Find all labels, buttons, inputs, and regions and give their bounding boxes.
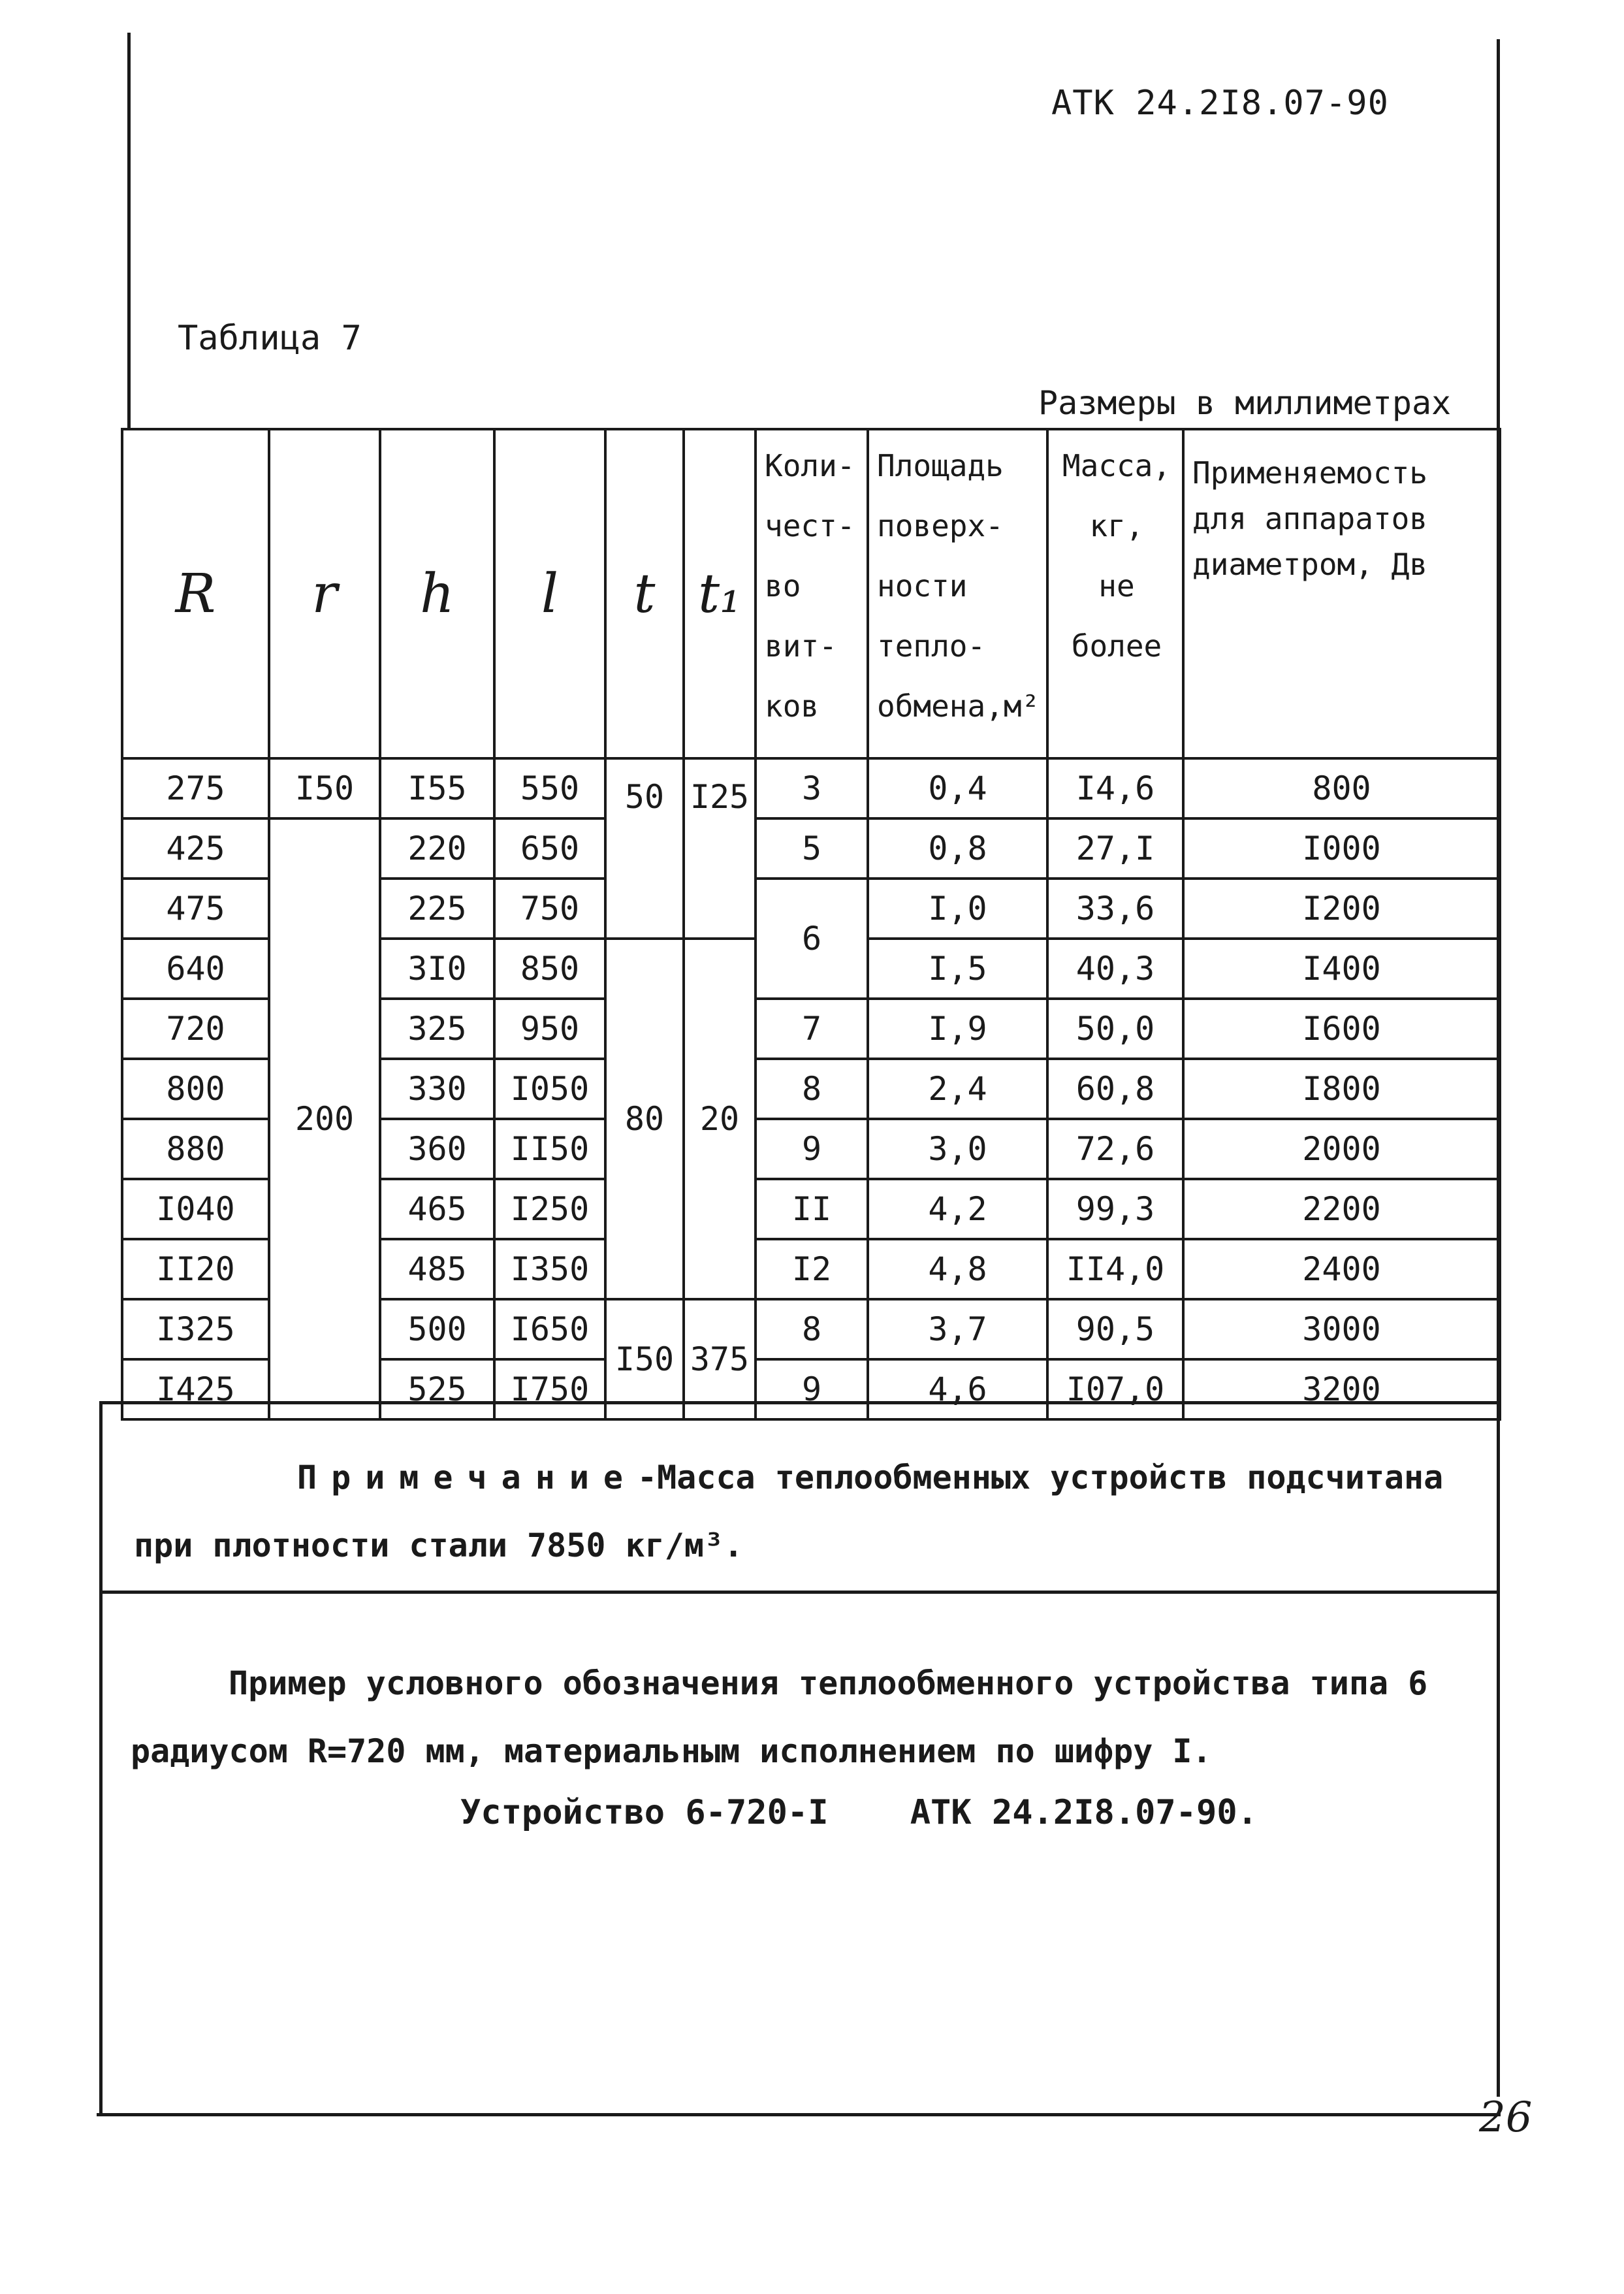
cell-turns: II (756, 1179, 868, 1239)
cell-R: 880 (122, 1119, 269, 1179)
table-header-row (122, 429, 1500, 758)
cell-area: I,5 (868, 939, 1047, 999)
cell-area: 4,8 (868, 1239, 1047, 1299)
cell-area: 0,4 (868, 758, 1047, 818)
cell-h: 220 (380, 818, 494, 879)
cell-r: I50 (269, 758, 380, 818)
cell-turns: 7 (756, 999, 868, 1059)
col-header-r: r (269, 429, 380, 758)
cell-area: 0,8 (868, 818, 1047, 879)
note-text: -Масса теплообменных устройств подсчитана при плотности стали 7850 кг/м³. (134, 1459, 1444, 1564)
cell-R: 800 (122, 1059, 269, 1119)
cell-h: 225 (380, 879, 494, 939)
frame-bottom-line (97, 2113, 1501, 2116)
cell-R: II20 (122, 1239, 269, 1299)
cell-R: I425 (122, 1359, 269, 1419)
cell-turns: 5 (756, 818, 868, 879)
cell-l: 950 (494, 999, 605, 1059)
frame-left-line (127, 33, 131, 428)
cell-l: I250 (494, 1179, 605, 1239)
example-paragraph: Пример условного обозначения теплообменного устройства типа 6 радиусом R=720 мм, материальным исполнением по шифру I. (131, 1664, 1428, 1770)
col-header-l: l (494, 429, 605, 758)
page-number: 26 (1479, 2093, 1533, 2142)
cell-t: I50 (605, 1299, 684, 1419)
cell-mass: 50,0 (1047, 999, 1183, 1059)
cell-mass: 40,3 (1047, 939, 1183, 999)
cell-turns: 9 (756, 1119, 868, 1179)
cell-t: 50 (605, 758, 684, 939)
cell-dv: I600 (1183, 999, 1500, 1059)
cell-R: I040 (122, 1179, 269, 1239)
cell-turns: I2 (756, 1239, 868, 1299)
dimensions-table (121, 428, 1501, 1421)
cell-h: 465 (380, 1179, 494, 1239)
cell-h: 485 (380, 1239, 494, 1299)
cell-dv: 3000 (1183, 1299, 1500, 1359)
cell-area: 4,2 (868, 1179, 1047, 1239)
cell-R: 275 (122, 758, 269, 818)
cell-dv: 2200 (1183, 1179, 1500, 1239)
cell-turns: 6 (756, 879, 868, 999)
cell-turns: 3 (756, 758, 868, 818)
col-header-t: t (605, 429, 684, 758)
note-box (101, 1401, 1499, 1594)
col-header-h: h (380, 429, 494, 758)
cell-turns: 8 (756, 1059, 868, 1119)
cell-h: 3I0 (380, 939, 494, 999)
cell-mass: 60,8 (1047, 1059, 1183, 1119)
cell-dv: I800 (1183, 1059, 1500, 1119)
cell-turns: 9 (756, 1359, 868, 1419)
cell-mass: 33,6 (1047, 879, 1183, 939)
cell-mass: 90,5 (1047, 1299, 1183, 1359)
note-label: Примечание (297, 1459, 638, 1496)
cell-mass: 99,3 (1047, 1179, 1183, 1239)
cell-R: I325 (122, 1299, 269, 1359)
col-header-R: R (122, 429, 269, 758)
col-header-t1: t₁ (684, 429, 756, 758)
cell-mass: I4,6 (1047, 758, 1183, 818)
cell-R: 425 (122, 818, 269, 879)
cell-t: 80 (605, 939, 684, 1299)
cell-r: 200 (269, 818, 380, 1419)
cell-dv: I200 (1183, 879, 1500, 939)
cell-area: I,0 (868, 879, 1047, 939)
cell-l: II50 (494, 1119, 605, 1179)
cell-mass: 27,I (1047, 818, 1183, 879)
cell-h: 325 (380, 999, 494, 1059)
cell-R: 720 (122, 999, 269, 1059)
cell-mass: 72,6 (1047, 1119, 1183, 1179)
col-header-area: Площадь поверх- ности тепло- обмена,м² (868, 429, 1047, 758)
cell-dv: 800 (1183, 758, 1500, 818)
col-header-turns: Коли- чест- во вит- ков (756, 429, 868, 758)
cell-dv: 2000 (1183, 1119, 1500, 1179)
cell-area: 3,0 (868, 1119, 1047, 1179)
cell-l: 650 (494, 818, 605, 879)
example-designation: Устройство 6-720-I АТК 24.2I8.07-90. (460, 1793, 1258, 1832)
cell-l: I750 (494, 1359, 605, 1419)
col-header-applicability: Применяемость для аппаратов диаметром, Дв (1183, 429, 1500, 758)
cell-h: 360 (380, 1119, 494, 1179)
cell-l: I050 (494, 1059, 605, 1119)
cell-R: 475 (122, 879, 269, 939)
cell-l: I350 (494, 1239, 605, 1299)
cell-h: 525 (380, 1359, 494, 1419)
cell-mass: II4,0 (1047, 1239, 1183, 1299)
units-label: Размеры в миллиметрах (1038, 384, 1452, 422)
document-code: АТК 24.2I8.07-90 (1051, 84, 1389, 123)
table-title: Таблица 7 (178, 319, 362, 358)
cell-h: I55 (380, 758, 494, 818)
cell-dv: 3200 (1183, 1359, 1500, 1419)
cell-dv: I000 (1183, 818, 1500, 879)
cell-t1: 20 (684, 939, 756, 1299)
table-row (122, 818, 1500, 879)
cell-dv: I400 (1183, 939, 1500, 999)
col-header-mass: Масса, кг, не более (1047, 429, 1183, 758)
cell-l: 550 (494, 758, 605, 818)
table-row (122, 758, 1500, 818)
cell-turns: 8 (756, 1299, 868, 1359)
cell-t1: I25 (684, 758, 756, 939)
cell-R: 640 (122, 939, 269, 999)
cell-area: I,9 (868, 999, 1047, 1059)
cell-l: 850 (494, 939, 605, 999)
cell-h: 500 (380, 1299, 494, 1359)
cell-mass: I07,0 (1047, 1359, 1183, 1419)
cell-area: 3,7 (868, 1299, 1047, 1359)
cell-l: I650 (494, 1299, 605, 1359)
cell-t1: 375 (684, 1299, 756, 1419)
note-paragraph (134, 1444, 1466, 1579)
cell-area: 4,6 (868, 1359, 1047, 1419)
cell-dv: 2400 (1183, 1239, 1500, 1299)
cell-h: 330 (380, 1059, 494, 1119)
cell-area: 2,4 (868, 1059, 1047, 1119)
cell-l: 750 (494, 879, 605, 939)
